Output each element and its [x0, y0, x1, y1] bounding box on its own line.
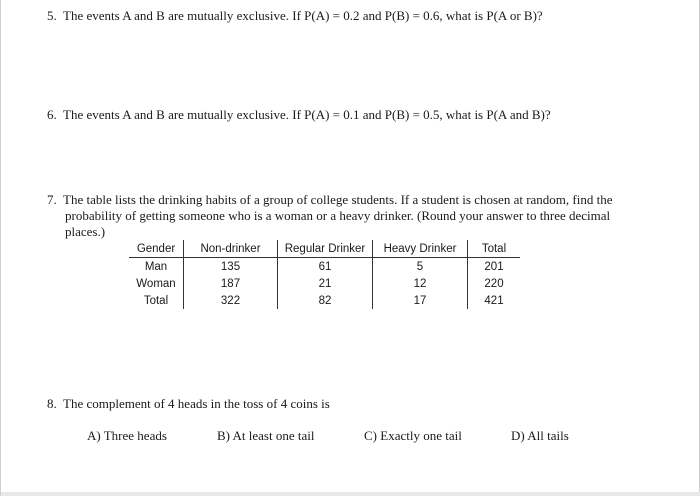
table-cell: 17	[373, 292, 468, 309]
table-header-cell: Regular Drinker	[278, 240, 373, 258]
table-cell: Total	[129, 292, 184, 309]
question-text-line-2: probability of getting someone who is a woman or a heavy drinker. (Round your answer to three decimal	[65, 208, 611, 223]
question-number: 7.	[47, 192, 57, 207]
table-cell: Woman	[129, 275, 184, 292]
question-text: The events A and B are mutually exclusive. If P(A) = 0.1 and P(B) = 0.5, what is P(A and B)?	[63, 107, 551, 122]
question-number: 5.	[47, 8, 57, 23]
question-number: 6.	[47, 107, 57, 122]
question-text: The complement of 4 heads in the toss of 4 coins is	[63, 396, 330, 411]
choice-d[interactable]: D) All tails	[511, 428, 569, 443]
question-5	[47, 8, 543, 24]
table-cell: 61	[278, 258, 373, 276]
question-6	[47, 107, 551, 123]
question-7	[47, 192, 657, 240]
question-number: 8.	[47, 396, 57, 411]
choice-c[interactable]: C) Exactly one tail	[364, 428, 462, 443]
table-cell: 5	[373, 258, 468, 276]
page-bottom-edge	[1, 492, 700, 496]
question-text-line-3: places.)	[65, 224, 106, 239]
choice-b[interactable]: B) At least one tail	[217, 428, 315, 443]
table-cell: 82	[278, 292, 373, 309]
question-8	[47, 396, 330, 412]
table-header-cell: Gender	[129, 240, 184, 258]
table-cell: 421	[484, 294, 504, 307]
table-cell: 135	[184, 258, 278, 276]
table-cell: 322	[184, 292, 278, 309]
choice-a[interactable]: A) Three heads	[87, 428, 167, 443]
table-row	[129, 292, 520, 309]
table-header-cell: Total	[468, 240, 521, 258]
drinking-habits-table	[129, 240, 520, 309]
table-row	[129, 275, 520, 292]
table-header-cell: Non-drinker	[184, 240, 278, 258]
table-header-cell: Heavy Drinker	[373, 240, 468, 258]
table-cell: 12	[373, 275, 468, 292]
question-text: The events A and B are mutually exclusive. If P(A) = 0.2 and P(B) = 0.6, what is P(A or B)?	[63, 8, 543, 23]
table-cell: 201	[484, 260, 504, 273]
table-header-row	[129, 240, 520, 258]
table-cell: Man	[129, 258, 184, 276]
question-text-line-1: The table lists the drinking habits of a group of college students. If a student is chosen at random, find the	[63, 192, 613, 207]
table-cell: 220	[484, 277, 504, 290]
table-cell: 21	[278, 275, 373, 292]
table-cell: 187	[184, 275, 278, 292]
table-row	[129, 258, 520, 276]
